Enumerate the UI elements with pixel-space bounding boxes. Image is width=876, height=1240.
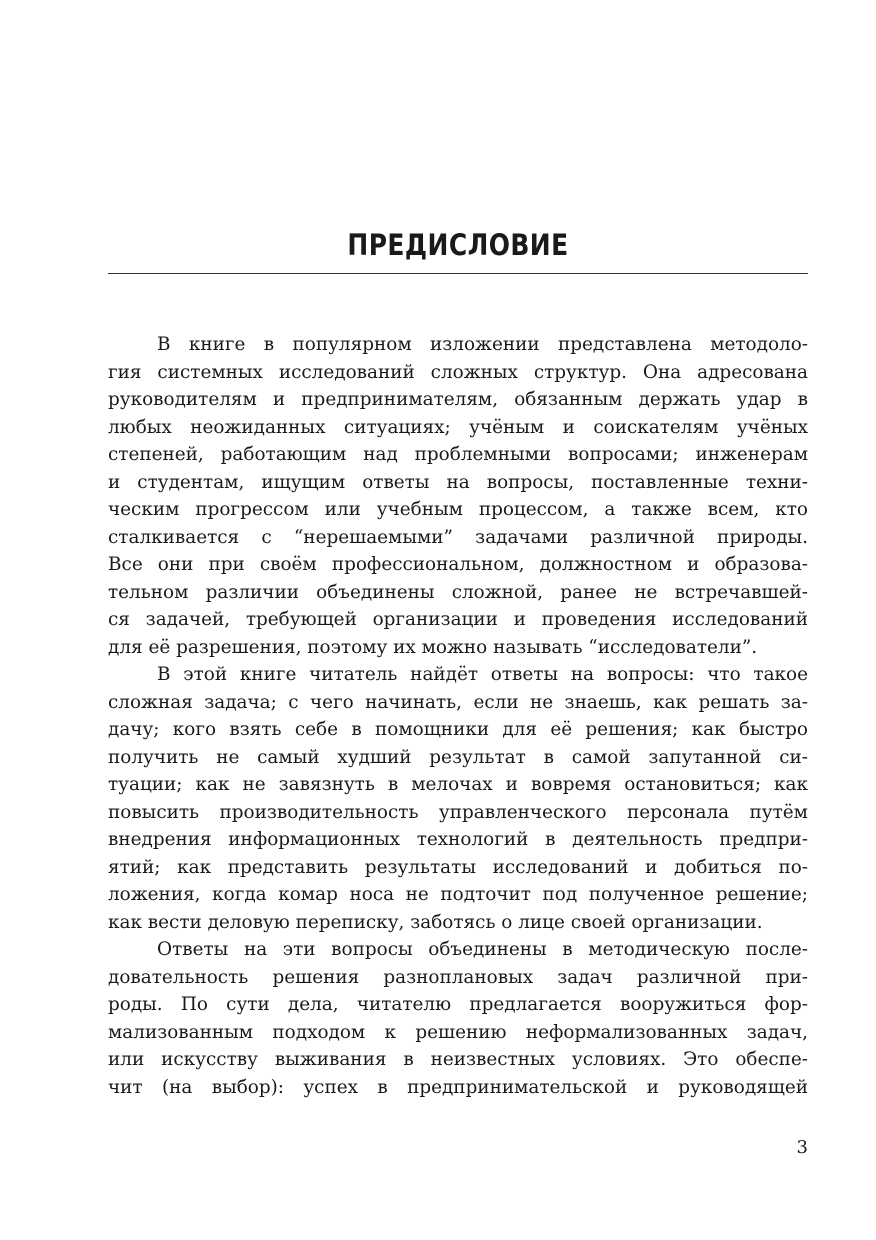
title-underline (108, 273, 808, 274)
chapter-title: ПРЕДИСЛОВИЕ (347, 228, 569, 262)
text-line: повысить производительность управленческого персонала путём (108, 801, 808, 823)
text-line: как вести деловую переписку, заботясь о лице своей организации. (108, 911, 763, 933)
text-line: дачу; кого взять себе в помощники для её решения; как быстро (108, 719, 808, 740)
text-line: сложная задача; с чего начинать, если не знаешь, как решать за- (108, 691, 808, 713)
text-line: чит (на выбор): успех в предпринимательской и руководящей (108, 1076, 808, 1098)
text-line: тельном различии объединены сложной, ранее не встречавшей- (108, 581, 808, 603)
text-line: получить не самый худший результат в самой запутанной си- (108, 746, 808, 768)
paragraph-2 (108, 661, 808, 936)
text-line: В книге в популярном изложении представлена методоло- (157, 334, 808, 355)
text-line: сталкивается с “нерешаемыми” задачами различной природы. (108, 526, 808, 548)
text-line: степеней, работающим над проблемными вопросами; инженерам (108, 444, 808, 465)
text-line: ся задачей, требующей организации и проведения исследований (108, 609, 808, 630)
text-line: Все они при своём профессиональном, должностном и образова- (108, 554, 808, 575)
text-line: мализованным подходом к решению неформализованных задач, (108, 1021, 808, 1043)
text-line: и студентам, ищущим ответы на вопросы, поставленные техни- (108, 471, 808, 493)
text-line: внедрения информационных технологий в деятельность предпри- (108, 829, 808, 850)
text-line: для её разрешения, поэтому их можно называть “исследователи”. (108, 636, 758, 658)
page-number: 3 (796, 1137, 808, 1158)
text-line: или искусству выживания в неизвестных условиях. Это обеспе- (108, 1049, 808, 1070)
text-line: любых неожиданных ситуациях; учёным и соискателям учёных (108, 416, 808, 438)
text-line: ятий; как представить результаты исследований и добиться по- (108, 856, 808, 878)
text-line: ложения, когда комар носа не подточит под полученное решение; (108, 884, 808, 905)
body-text (108, 331, 808, 1101)
text-line: роды. По сути дела, читателю предлагается вооружиться фор- (108, 994, 808, 1015)
text-line: ческим прогрессом или учебным процессом, а также всем, кто (108, 499, 808, 520)
text-line: руководителям и предпринимателям, обязанным держать удар в (108, 389, 808, 410)
paragraph-3 (108, 936, 808, 1101)
text-line: гия системных исследований сложных структур. Она адресована (108, 361, 808, 383)
paragraph-1 (108, 331, 808, 661)
text-line: Ответы на эти вопросы объединены в методическую после- (157, 939, 808, 960)
text-line: туации; как не завязнуть в мелочах и вовремя остановиться; как (108, 774, 808, 795)
text-line: довательность решения разноплановых задач различной при- (108, 966, 808, 988)
text-line: В этой книге читатель найдёт ответы на вопросы: что такое (157, 664, 808, 685)
